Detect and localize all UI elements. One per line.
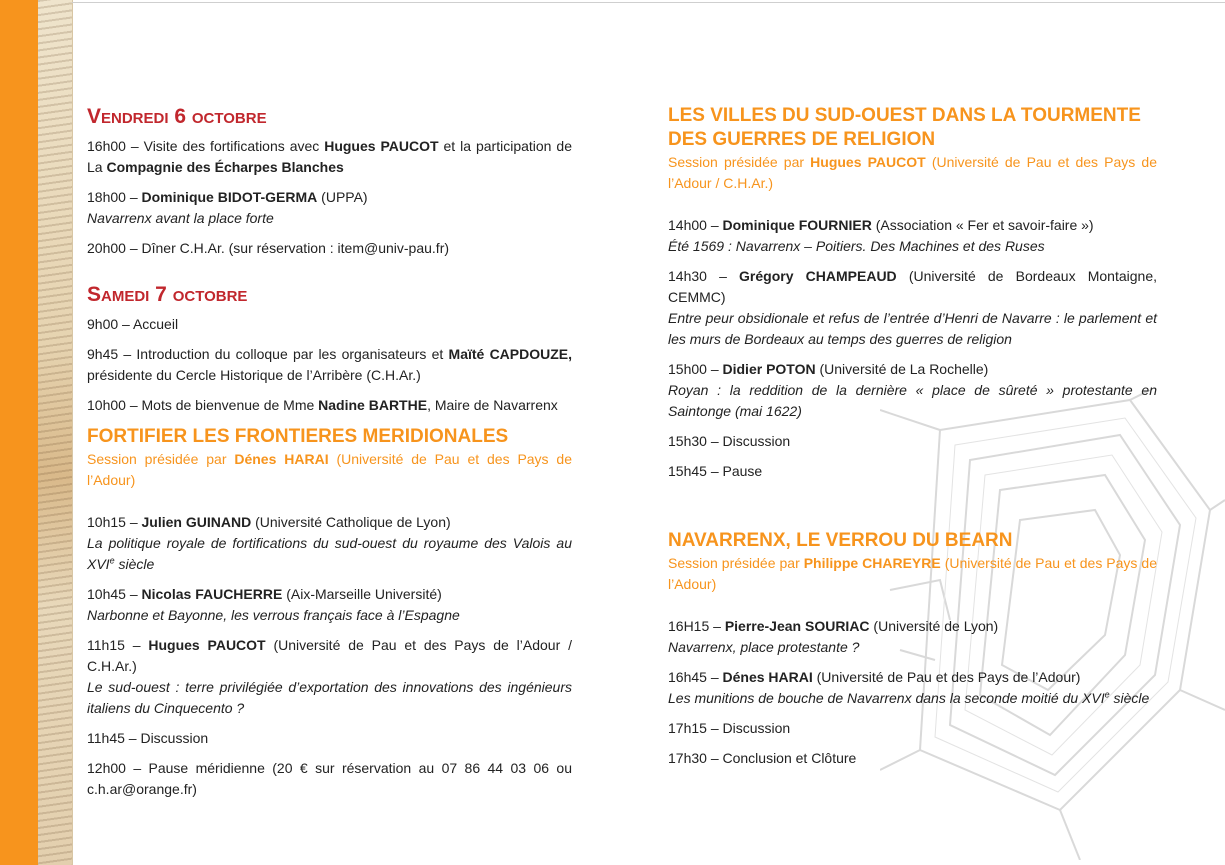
session-chair: Session présidée par Philippe CHAREYRE (Université de Pau et des Pays de l’Adour) [668,555,1157,592]
program-entry: 11h45 – Discussion [87,730,209,746]
day-heading-friday: Vendredi 6 octobre [87,105,267,128]
speaker-affiliation: (Université Catholique de Lyon) [251,514,451,530]
session-title: FORTIFIER LES FRONTIERES MERIDIONALES [87,426,509,447]
session-chair: Session présidée par Dénes HARAI (Université de Pau et des Pays de l’Adour) [87,451,573,488]
speaker-affiliation: (Association « Fer et savoir-faire ») [871,217,1094,233]
right-column [668,104,1157,778]
talk-title: Les munitions de bouche de Navarrenx dans la seconde moitié du XVIe siècle [668,689,1150,706]
speaker-name: Dominique BIDOT-GERMA [141,189,318,205]
session-title: LES VILLES DU SUD-OUEST DANS LA TOURMENTE DES GUERRES DE RELIGION [668,105,1141,150]
program-entry: 14h30 – Grégory CHAMPEAUD (Université de Bordeaux Montaigne, CEMMC) Entre peur obsidionale et refus de l’entrée d’Henri de Navarre : le parlement et les murs de Bordeaux au temps des guerres de religion [668,266,1157,350]
left-column [87,104,572,809]
speaker-name: Pierre-Jean SOURIAC [724,618,870,634]
program-entry: 15h45 – Pause [668,463,763,479]
talk-title: La politique royale de fortifications du sud-ouest du royaume des Valois au XVIe siècle [87,535,572,572]
program-entry: 16h45 – Dénes HARAI (Université de Pau et des Pays de l’Adour) Les munitions de bouche de Navarrenx dans la seconde moitié du XVIe siècle [668,667,1157,709]
session-chair: Session présidée par Hugues PAUCOT (Université de Pau et des Pays de l’Adour / C.H.Ar.) [668,154,1157,191]
talk-title: Navarrenx avant la place forte [87,210,274,226]
program-entry: 15h30 – Discussion [668,433,791,449]
speaker-affiliation: (Université de La Rochelle) [815,361,989,377]
speaker-affiliation: (Université de Bordeaux Montaigne, CEMMC) [668,268,1157,305]
speaker-affiliation: (Université de Pau et des Pays de l’Adour) [812,669,1081,685]
talk-title: Entre peur obsidionale et refus de l’entrée d’Henri de Navarre : le parlement et les murs de Bordeaux au temps des guerres de religion [668,310,1157,347]
speaker-name: Grégory CHAMPEAUD [739,268,897,284]
speaker-affiliation: (Université de Pau et des Pays de l’Adour / C.H.Ar.) [87,637,572,674]
speaker-affiliation: (UPPA) [317,189,368,205]
program-entry: 11h15 – Hugues PAUCOT (Université de Pau et des Pays de l’Adour / C.H.Ar.) Le sud-ouest : terre privilégiée d’exportation des innovations des ingénieurs italiens du Cinquecento ? [87,635,572,719]
day-heading-saturday: Samedi 7 octobre [87,283,248,306]
program-entry: 16h00 – Visite des fortifications avec Hugues PAUCOT et la participation de La Compagnie des Écharpes Blanches [87,138,572,175]
engraving-strip [38,0,73,865]
talk-title: Navarrenx, place protestante ? [668,639,860,655]
program-entry: 14h00 – Dominique FOURNIER (Association « Fer et savoir-faire ») Été 1569 : Navarrenx – Poitiers. Des Machines et des Ruses [668,215,1157,257]
program-entry: 17h15 – Discussion [668,720,791,736]
speaker-name: Didier POTON [722,361,816,377]
program-entry: 20h00 – Dîner C.H.Ar. (sur réservation : item@univ-pau.fr) [87,240,450,256]
session-title: NAVARRENX, LE VERROU DU BEARN [668,530,1013,551]
program-entry: 12h00 – Pause méridienne (20 € sur réservation au 07 86 44 03 06 ou c.h.ar@orange.fr) [87,760,572,797]
speaker-name: Nicolas FAUCHERRE [141,586,283,602]
talk-title: Narbonne et Bayonne, les verrous français face à l’Espagne [87,607,460,623]
speaker-name: Julien GUINAND [141,514,252,530]
speaker-affiliation: (Université de Lyon) [869,618,999,634]
program-entry: 10h15 – Julien GUINAND (Université Catholique de Lyon) La politique royale de fortifications du sud-ouest du royaume des Valois au XVIe siècle [87,512,572,575]
speaker-name: Hugues PAUCOT [148,637,266,653]
talk-title: Été 1569 : Navarrenx – Poitiers. Des Machines et des Ruses [668,238,1045,254]
talk-title: Le sud-ouest : terre privilégiée d’exportation des innovations des ingénieurs italiens du Cinquecento ? [87,679,572,716]
program-entry: 10h00 – Mots de bienvenue de Mme Nadine BARTHE, Maire de Navarrenx [87,397,558,413]
speaker-name: Dominique FOURNIER [722,217,872,233]
program-entry: 18h00 – Dominique BIDOT-GERMA (UPPA) Navarrenx avant la place forte [87,187,572,229]
program-entry: 16H15 – Pierre-Jean SOURIAC (Université de Lyon) Navarrenx, place protestante ? [668,616,1157,658]
orange-side-band [0,0,38,865]
speaker-affiliation: (Aix-Marseille Université) [282,586,442,602]
top-rule [72,2,1225,3]
talk-title: Royan : la reddition de la dernière « place de sûreté » protestante en Saintonge (mai 1622) [668,382,1157,419]
program-entry: 9h45 – Introduction du colloque par les organisateurs et Maïté CAPDOUZE, présidente du Cercle Historique de l’Arribère (C.H.Ar.) [87,346,573,383]
program-entry: 10h45 – Nicolas FAUCHERRE (Aix-Marseille Université) Narbonne et Bayonne, les verrous français face à l’Espagne [87,584,572,626]
program-entry: 9h00 – Accueil [87,316,179,332]
program-entry: 17h30 – Conclusion et Clôture [668,750,857,766]
speaker-name: Dénes HARAI [722,669,813,685]
program-entry: 15h00 – Didier POTON (Université de La Rochelle) Royan : la reddition de la dernière « place de sûreté » protestante en Saintonge (mai 1622) [668,359,1157,422]
